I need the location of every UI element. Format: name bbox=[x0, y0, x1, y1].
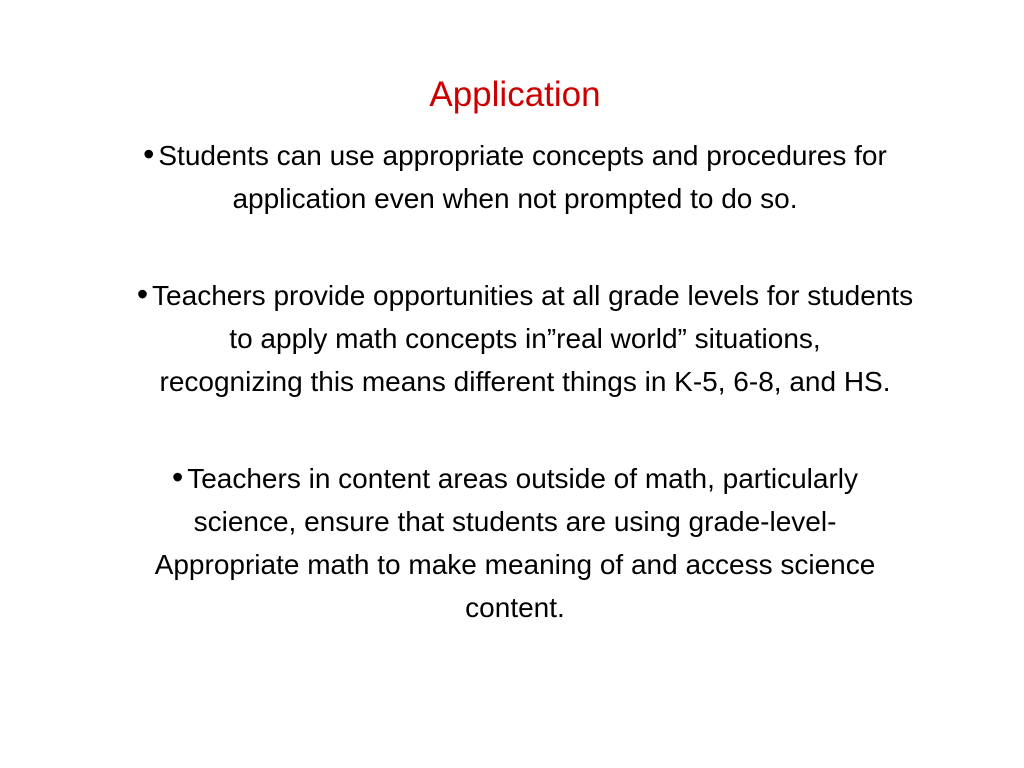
slide-title: Application bbox=[429, 75, 601, 114]
bullet-text: Students can use appropriate concepts and procedures for bbox=[158, 140, 887, 171]
bullet-line: science, ensure that students are using grade-level- bbox=[193, 506, 837, 537]
bullet-line: Appropriate math to make meaning of and access science bbox=[154, 549, 876, 580]
bullet-line bbox=[60, 133, 970, 177]
bullet-item bbox=[30, 456, 1000, 629]
bullet-line: content. bbox=[465, 592, 565, 623]
bullet-icon: • bbox=[172, 459, 184, 495]
bullet-icon: • bbox=[136, 276, 149, 312]
bullet-text: Teachers provide opportunities at all grade levels for students bbox=[152, 280, 914, 311]
bullet-line: application even when not prompted to do so. bbox=[232, 183, 798, 214]
bullet-item bbox=[60, 133, 970, 220]
bullet-text: Teachers in content areas outside of math, particularly bbox=[187, 463, 858, 494]
bullet-line: to apply math concepts in”real world” situations, bbox=[229, 323, 821, 354]
bullet-line bbox=[30, 456, 1000, 500]
bullet-item bbox=[30, 273, 1020, 403]
bullet-line bbox=[30, 273, 1020, 317]
bullet-line: recognizing this means different things in K-5, 6-8, and HS. bbox=[159, 366, 891, 397]
bullet-icon: • bbox=[143, 136, 155, 172]
